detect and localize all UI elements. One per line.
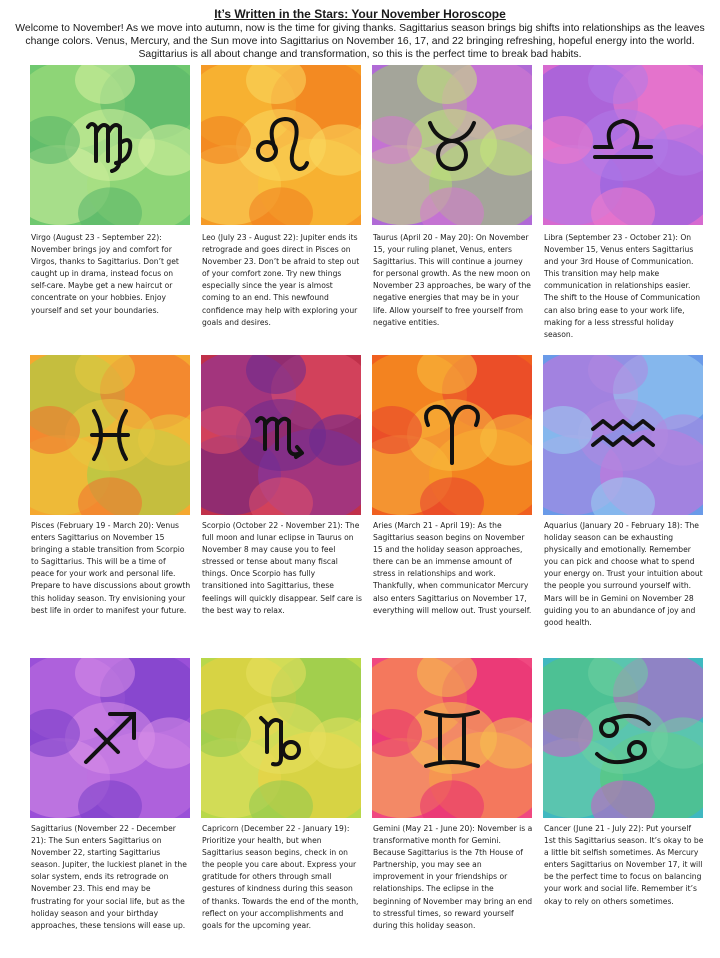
leo-tile — [201, 65, 361, 225]
cancer-icon — [543, 658, 703, 818]
leo-horoscope-text: Leo (July 23 - August 22): Jupiter ends its retrograde and goes direct in Pisces on November 23. Don’t be afraid to step out of your comfort zone. Try new things especially since the year is almost coming to an end. This newfound confidence may help with exploring your goals and desires. — [202, 233, 360, 327]
libra-tile — [543, 65, 703, 225]
cancer-tile — [543, 658, 703, 818]
aquarius-tile — [543, 355, 703, 515]
pisces-tile — [30, 355, 190, 515]
scorpio-horoscope-text: Scorpio (October 22 - November 21): The full moon and lunar eclipse in Taurus on November 8 may cause you to feel stressed or tense about many fiscal things. Once Scorpio has fully transitioned into Sagittarius, these feelings will quickly disappear. Self care is the best way to relax. — [202, 521, 362, 615]
pisces-icon — [30, 355, 190, 515]
virgo-tile — [30, 65, 190, 225]
virgo-horoscope-text: Virgo (August 23 - September 22): November brings joy and comfort for Virgos, thanks to Sagittarius. Don’t get caught up in drama, instead focus on self-care. Maybe get a new haircut or concentrate on your hobbies. Enjoy yourself and set your boundaries. — [31, 233, 179, 315]
gemini-icon — [372, 658, 532, 818]
leo-icon — [201, 65, 361, 225]
capricorn-icon — [201, 658, 361, 818]
libra-horoscope-text: Libra (September 23 - October 21): On November 15, Venus enters Sagittarius and your 3rd House of Communication. This transition may help make communication in relationships easier. The shift to the House of Communication can also bring ease to your work life, making for a less stressful holiday season. — [544, 233, 701, 339]
taurus-tile — [372, 65, 532, 225]
scorpio-tile — [201, 355, 361, 515]
horoscope-grid — [30, 65, 702, 955]
capricorn-tile — [201, 658, 361, 818]
taurus-horoscope-text: Taurus (April 20 - May 20): On November 15, your ruling planet, Venus, enters Sagittarius. This will continue a journey for personal growth. As the new moon on November 23 approaches, be wary of the negative energies that may be in your life. Allow yourself to free yourself from negative entities. — [373, 233, 531, 327]
sagittarius-icon — [30, 658, 190, 818]
aries-horoscope-text: Aries (March 21 - April 19): As the Sagittarius season begins on November 15 and the holiday season approaches, there can be an immense amount of stress in relationships and work. Thankfully, when communicator Mercury also enters Sagittarius on November 17, everything will mellow out. Trust yourself. — [373, 521, 532, 615]
capricorn-horoscope-text: Capricorn (December 22 - January 19): Prioritize your health, but when Sagittarius season begins, check in on the people you care about. Express your gratitude for others through small gestures of kindness during this season of thanks. Towards the end of the month, reflect on your accomplishments and goals for the upcoming year. — [202, 824, 359, 930]
aries-icon — [372, 355, 532, 515]
page-title: It’s Written in the Stars: Your November Horoscope — [214, 7, 506, 21]
intro-paragraph: Welcome to November! As we move into autumn, now is the time for giving thanks. Sagittarius season brings big shifts into relationships as the leaves change colors. Venus, Mercury, and the Sun move into Sagittarius on November 16, 17, and 22 bringing refreshing, hopeful energy into the world. Sagittarius is all about change and transformation, so this is the perfect time to break bad habits. — [15, 23, 705, 60]
aries-tile — [372, 355, 532, 515]
sagittarius-tile — [30, 658, 190, 818]
sagittarius-horoscope-text: Sagittarius (November 22 - December 21): The Sun enters Sagittarius on November 22, starting Sagittarius season. Jupiter, the luckiest planet in the solar system, ends its retrograde on November 23. This end may be frustrating for your social life, but as the holiday season and your birthday approaches, these tensions will ease up. — [31, 824, 187, 930]
aquarius-icon — [543, 355, 703, 515]
aquarius-horoscope-text: Aquarius (January 20 - February 18): The holiday season can be exhausting physically and emotionally. Remember you can pick and choose what to spend your energy on. Trust your intuition about the people you surround yourself with. Mars will be in Gemini on November 28 guiding you to an abundance of joy and good health. — [544, 521, 703, 627]
virgo-icon — [30, 65, 190, 225]
scorpio-icon — [201, 355, 361, 515]
cancer-horoscope-text: Cancer (June 21 - July 22): Put yourself 1st this Sagittarius season. It’s okay to be a little bit selfish sometimes. As Mercury enters Sagittarius on November 17, it will be the perfect time to focus on balancing your work and social life. Remember it’s okay to rely on others sometimes. — [544, 824, 704, 906]
gemini-horoscope-text: Gemini (May 21 - June 20): November is a transformative month for Gemini. Because Sagittarius is the 7th House of Partnership, you may see an improvement in your friendships or relationships. The eclipse in the beginning of November may bring an end to stressful times, so reward yourself during this holiday season. — [373, 824, 533, 930]
taurus-icon — [372, 65, 532, 225]
gemini-tile — [372, 658, 532, 818]
libra-icon — [543, 65, 703, 225]
pisces-horoscope-text: Pisces (February 19 - March 20): Venus enters Sagittarius on November 15 bringing a stable transition from Scorpio to Sagittarius. This will be a time of peace for your work and personal life. Prepare to have discussions about growth this holiday season. Try envisioning your best life in order to manifest your future. — [31, 521, 191, 615]
